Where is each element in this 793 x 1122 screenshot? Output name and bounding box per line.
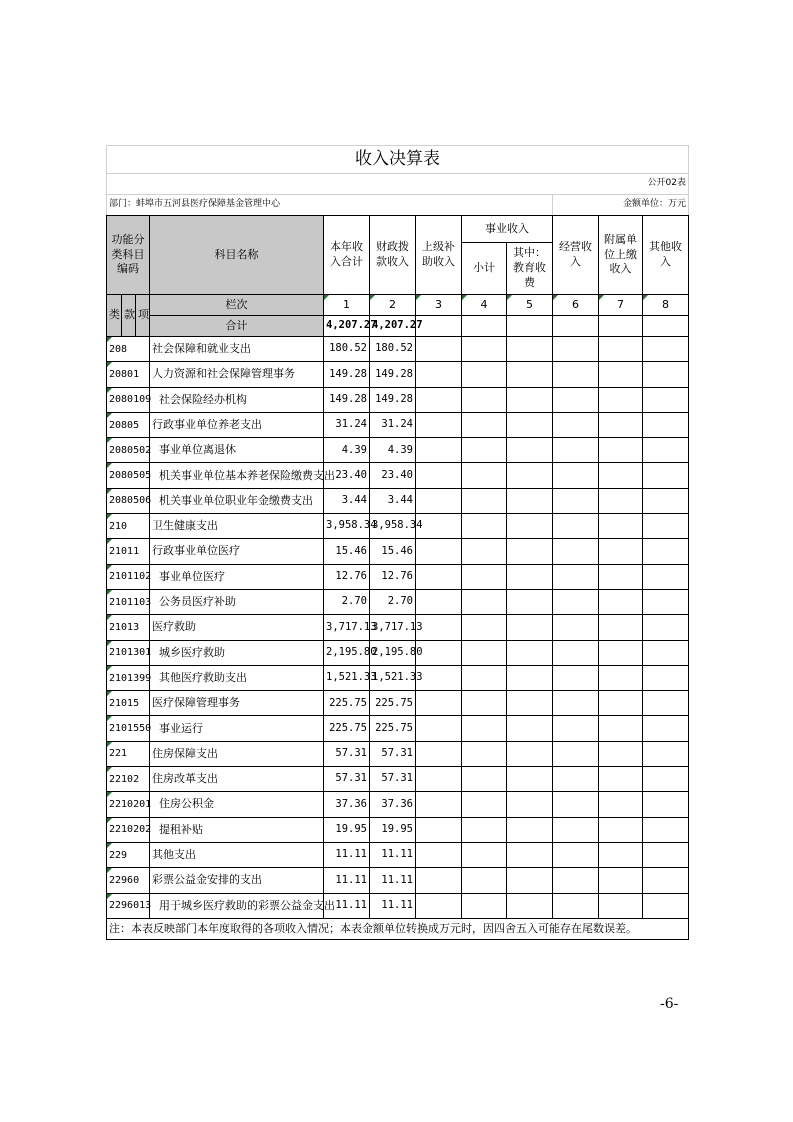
row-empty-cell [553, 539, 599, 564]
row-subject-name: 社会保障和就业支出 [150, 337, 324, 362]
row-empty-cell [599, 463, 643, 488]
row-empty-cell [643, 412, 689, 437]
row-empty-cell [643, 767, 689, 792]
table-row [107, 868, 689, 893]
table-row [107, 539, 689, 564]
row-code: 2296013 [107, 893, 150, 918]
row-empty-cell [599, 564, 643, 589]
row-subject-name: 用于城乡医疗救助的彩票公益金支出 [150, 893, 324, 918]
row-empty-cell [553, 564, 599, 589]
row-code: 20805 [107, 412, 150, 437]
row-empty-cell [643, 438, 689, 463]
header-lanci: 栏次 [150, 295, 324, 316]
row-total-income: 11.11 [324, 893, 370, 918]
row-fiscal: 11.11 [370, 893, 416, 918]
row-empty-cell [553, 362, 599, 387]
row-empty-cell [416, 842, 462, 867]
row-empty-cell [507, 716, 553, 741]
row-fiscal: 180.52 [370, 337, 416, 362]
table-row [107, 514, 689, 539]
row-empty-cell [416, 868, 462, 893]
row-empty-cell [507, 741, 553, 766]
row-empty-cell [462, 817, 507, 842]
row-empty-cell [462, 438, 507, 463]
row-code: 2101550 [107, 716, 150, 741]
row-empty-cell [416, 337, 462, 362]
row-empty-cell [553, 337, 599, 362]
row-code: 2101399 [107, 665, 150, 690]
row-empty-cell [507, 640, 553, 665]
row-code: 210 [107, 514, 150, 539]
row-subject-name: 医疗救助 [150, 615, 324, 640]
header-operating: 经营收入 [553, 216, 599, 295]
header-subtotal: 小计 [462, 243, 507, 295]
row-code: 2101102 [107, 564, 150, 589]
row-subject-name: 行政事业单位医疗 [150, 539, 324, 564]
row-empty-cell [416, 387, 462, 412]
row-empty-cell [599, 589, 643, 614]
row-empty-cell [553, 716, 599, 741]
row-subject-name: 提租补贴 [150, 817, 324, 842]
table-row [107, 817, 689, 842]
table-row [107, 488, 689, 513]
row-total-income: 149.28 [324, 387, 370, 412]
row-total-income: 180.52 [324, 337, 370, 362]
row-empty-cell [643, 792, 689, 817]
row-subject-name: 事业运行 [150, 716, 324, 741]
header-fiscal: 财政拨款收入 [370, 216, 416, 295]
row-subject-name: 医疗保障管理事务 [150, 691, 324, 716]
row-code: 229 [107, 842, 150, 867]
row-empty-cell [643, 817, 689, 842]
row-empty-cell [553, 387, 599, 412]
row-empty-cell [643, 589, 689, 614]
row-empty-cell [599, 387, 643, 412]
row-empty-cell [462, 589, 507, 614]
row-empty-cell [643, 387, 689, 412]
row-code: 2101301 [107, 640, 150, 665]
row-empty-cell [553, 868, 599, 893]
row-empty-cell [553, 438, 599, 463]
row-subject-name: 事业单位离退休 [150, 438, 324, 463]
row-fiscal: 225.75 [370, 691, 416, 716]
row-empty-cell [507, 362, 553, 387]
row-empty-cell [462, 842, 507, 867]
row-empty-cell [507, 337, 553, 362]
row-fiscal: 57.31 [370, 741, 416, 766]
row-empty-cell [462, 412, 507, 437]
total-c2: 4,207.27 [370, 316, 416, 337]
row-empty-cell [416, 691, 462, 716]
row-empty-cell [599, 691, 643, 716]
row-empty-cell [507, 488, 553, 513]
row-fiscal: 23.40 [370, 463, 416, 488]
table-row [107, 387, 689, 412]
header-business-group: 事业收入 [462, 216, 553, 243]
income-statement-sheet [106, 145, 688, 940]
row-empty-cell [507, 868, 553, 893]
header-xiang: 项 [136, 295, 150, 337]
row-empty-cell [599, 665, 643, 690]
form-number: 公开02表 [107, 174, 689, 195]
row-empty-cell [507, 387, 553, 412]
row-fiscal: 3,717.13 [370, 615, 416, 640]
row-empty-cell [553, 412, 599, 437]
col-num: 7 [599, 295, 643, 316]
row-fiscal: 37.36 [370, 792, 416, 817]
row-subject-name: 城乡医疗救助 [150, 640, 324, 665]
row-fiscal: 15.46 [370, 539, 416, 564]
row-subject-name: 住房保障支出 [150, 741, 324, 766]
row-fiscal: 3.44 [370, 488, 416, 513]
table-row [107, 463, 689, 488]
row-subject-name: 卫生健康支出 [150, 514, 324, 539]
row-fiscal: 57.31 [370, 767, 416, 792]
table-row [107, 842, 689, 867]
row-code: 20801 [107, 362, 150, 387]
table-row [107, 767, 689, 792]
table-row [107, 741, 689, 766]
row-empty-cell [643, 337, 689, 362]
row-empty-cell [643, 868, 689, 893]
row-empty-cell [553, 792, 599, 817]
header-total-income: 本年收入合计 [324, 216, 370, 295]
table-row [107, 665, 689, 690]
row-empty-cell [553, 893, 599, 918]
header-func-class: 功能分类科目编码 [107, 216, 150, 295]
row-empty-cell [599, 640, 643, 665]
row-code: 21013 [107, 615, 150, 640]
table-row [107, 893, 689, 918]
row-empty-cell [416, 539, 462, 564]
row-empty-cell [553, 514, 599, 539]
row-code: 2080502 [107, 438, 150, 463]
row-subject-name: 社会保险经办机构 [150, 387, 324, 412]
row-empty-cell [599, 741, 643, 766]
row-subject-name: 机关事业单位职业年金缴费支出 [150, 488, 324, 513]
row-empty-cell [599, 868, 643, 893]
row-fiscal: 19.95 [370, 817, 416, 842]
row-fiscal: 4.39 [370, 438, 416, 463]
table-row [107, 615, 689, 640]
row-empty-cell [462, 691, 507, 716]
row-empty-cell [462, 640, 507, 665]
row-fiscal: 11.11 [370, 842, 416, 867]
table-row [107, 640, 689, 665]
row-empty-cell [416, 488, 462, 513]
row-fiscal: 2.70 [370, 589, 416, 614]
row-total-income: 57.31 [324, 767, 370, 792]
row-empty-cell [462, 868, 507, 893]
row-code: 2080109 [107, 387, 150, 412]
row-total-income: 31.24 [324, 412, 370, 437]
row-total-income: 149.28 [324, 362, 370, 387]
table-title: 收入决算表 [107, 146, 689, 174]
table-row [107, 589, 689, 614]
row-empty-cell [462, 767, 507, 792]
row-fiscal: 11.11 [370, 868, 416, 893]
row-code: 221 [107, 741, 150, 766]
row-total-income: 4.39 [324, 438, 370, 463]
row-subject-name: 事业单位医疗 [150, 564, 324, 589]
row-empty-cell [507, 412, 553, 437]
department-label: 部门：蚌埠市五河县医疗保障基金管理中心 [107, 195, 553, 216]
row-total-income: 23.40 [324, 463, 370, 488]
row-empty-cell [462, 488, 507, 513]
row-empty-cell [507, 463, 553, 488]
table-row [107, 792, 689, 817]
row-fiscal: 1,521.33 [370, 665, 416, 690]
row-empty-cell [553, 589, 599, 614]
row-empty-cell [599, 362, 643, 387]
col-num: 5 [507, 295, 553, 316]
row-empty-cell [643, 564, 689, 589]
row-empty-cell [507, 539, 553, 564]
row-empty-cell [553, 615, 599, 640]
row-total-income: 3,717.13 [324, 615, 370, 640]
row-code: 2101103 [107, 589, 150, 614]
header-total-label: 合计 [150, 316, 324, 337]
row-empty-cell [599, 488, 643, 513]
row-empty-cell [462, 539, 507, 564]
row-empty-cell [643, 539, 689, 564]
row-empty-cell [416, 792, 462, 817]
row-empty-cell [643, 842, 689, 867]
table-note: 注：本表反映部门本年度取得的各项收入情况；本表金额单位转换成万元时，因四舍五入可能存在尾数误差。 [107, 918, 689, 939]
row-empty-cell [416, 438, 462, 463]
row-empty-cell [553, 640, 599, 665]
row-empty-cell [553, 665, 599, 690]
row-total-income: 3,958.34 [324, 514, 370, 539]
row-empty-cell [416, 362, 462, 387]
row-subject-name: 机关事业单位基本养老保险缴费支出 [150, 463, 324, 488]
unit-label: 金额单位：万元 [553, 195, 689, 216]
row-empty-cell [416, 893, 462, 918]
table-row [107, 362, 689, 387]
row-empty-cell [416, 463, 462, 488]
row-total-income: 12.76 [324, 564, 370, 589]
row-empty-cell [643, 463, 689, 488]
row-total-income: 57.31 [324, 741, 370, 766]
row-empty-cell [507, 665, 553, 690]
col-num: 4 [462, 295, 507, 316]
row-total-income: 1,521.33 [324, 665, 370, 690]
table-row [107, 412, 689, 437]
row-empty-cell [462, 665, 507, 690]
row-empty-cell [416, 817, 462, 842]
row-empty-cell [643, 665, 689, 690]
row-empty-cell [507, 514, 553, 539]
row-fiscal: 3,958.34 [370, 514, 416, 539]
row-empty-cell [643, 640, 689, 665]
row-empty-cell [507, 615, 553, 640]
income-table [106, 145, 689, 940]
row-empty-cell [462, 337, 507, 362]
row-subject-name: 人力资源和社会保障管理事务 [150, 362, 324, 387]
row-empty-cell [599, 792, 643, 817]
header-affiliated: 附属单位上缴收入 [599, 216, 643, 295]
row-code: 21015 [107, 691, 150, 716]
row-empty-cell [462, 514, 507, 539]
row-empty-cell [462, 615, 507, 640]
page-number: -6- [660, 996, 679, 1012]
row-empty-cell [462, 387, 507, 412]
row-total-income: 15.46 [324, 539, 370, 564]
header-kuan: 款 [122, 295, 136, 337]
row-empty-cell [643, 716, 689, 741]
row-empty-cell [599, 337, 643, 362]
header-subject-name: 科目名称 [150, 216, 324, 295]
row-empty-cell [416, 412, 462, 437]
row-empty-cell [462, 362, 507, 387]
row-total-income: 11.11 [324, 868, 370, 893]
row-subject-name: 公务员医疗补助 [150, 589, 324, 614]
row-code: 2080506 [107, 488, 150, 513]
row-empty-cell [599, 893, 643, 918]
col-num: 8 [643, 295, 689, 316]
row-empty-cell [553, 488, 599, 513]
row-fiscal: 12.76 [370, 564, 416, 589]
row-empty-cell [553, 741, 599, 766]
row-empty-cell [462, 741, 507, 766]
col-num: 3 [416, 295, 462, 316]
col-num: 2 [370, 295, 416, 316]
row-empty-cell [507, 589, 553, 614]
table-row [107, 337, 689, 362]
row-fiscal: 149.28 [370, 387, 416, 412]
row-empty-cell [599, 716, 643, 741]
header-other: 其他收入 [643, 216, 689, 295]
row-empty-cell [507, 767, 553, 792]
row-subject-name: 其他医疗救助支出 [150, 665, 324, 690]
row-empty-cell [643, 488, 689, 513]
row-total-income: 2.70 [324, 589, 370, 614]
row-empty-cell [416, 767, 462, 792]
row-subject-name: 住房公积金 [150, 792, 324, 817]
row-fiscal: 149.28 [370, 362, 416, 387]
table-row [107, 716, 689, 741]
row-empty-cell [462, 893, 507, 918]
total-c1: 4,207.27 [324, 316, 370, 337]
row-empty-cell [462, 716, 507, 741]
row-empty-cell [507, 893, 553, 918]
row-fiscal: 2,195.80 [370, 640, 416, 665]
row-empty-cell [553, 842, 599, 867]
row-empty-cell [599, 767, 643, 792]
row-empty-cell [507, 817, 553, 842]
row-empty-cell [553, 817, 599, 842]
row-empty-cell [416, 564, 462, 589]
row-total-income: 225.75 [324, 691, 370, 716]
table-row [107, 438, 689, 463]
row-code: 22102 [107, 767, 150, 792]
header-lei: 类 [107, 295, 122, 337]
row-empty-cell [643, 893, 689, 918]
row-empty-cell [507, 438, 553, 463]
row-empty-cell [462, 564, 507, 589]
row-empty-cell [599, 539, 643, 564]
row-code: 2080505 [107, 463, 150, 488]
row-empty-cell [553, 463, 599, 488]
header-edu-fee: 其中：教育收费 [507, 243, 553, 295]
row-empty-cell [507, 691, 553, 716]
row-empty-cell [553, 767, 599, 792]
row-empty-cell [643, 691, 689, 716]
row-empty-cell [643, 362, 689, 387]
row-empty-cell [507, 792, 553, 817]
row-empty-cell [416, 716, 462, 741]
col-num: 1 [324, 295, 370, 316]
row-total-income: 19.95 [324, 817, 370, 842]
row-code: 2210201 [107, 792, 150, 817]
row-empty-cell [599, 514, 643, 539]
row-subject-name: 行政事业单位养老支出 [150, 412, 324, 437]
row-total-income: 37.36 [324, 792, 370, 817]
row-code: 2210202 [107, 817, 150, 842]
row-fiscal: 31.24 [370, 412, 416, 437]
row-subject-name: 住房改革支出 [150, 767, 324, 792]
row-subject-name: 彩票公益金安排的支出 [150, 868, 324, 893]
row-empty-cell [416, 741, 462, 766]
row-empty-cell [416, 589, 462, 614]
row-empty-cell [599, 412, 643, 437]
row-code: 21011 [107, 539, 150, 564]
row-total-income: 225.75 [324, 716, 370, 741]
row-code: 22960 [107, 868, 150, 893]
row-empty-cell [462, 792, 507, 817]
col-num: 6 [553, 295, 599, 316]
row-code: 208 [107, 337, 150, 362]
row-empty-cell [599, 438, 643, 463]
row-total-income: 3.44 [324, 488, 370, 513]
row-subject-name: 其他支出 [150, 842, 324, 867]
table-row [107, 691, 689, 716]
row-empty-cell [643, 514, 689, 539]
row-empty-cell [507, 564, 553, 589]
row-empty-cell [599, 615, 643, 640]
row-empty-cell [599, 817, 643, 842]
row-empty-cell [553, 691, 599, 716]
row-empty-cell [462, 463, 507, 488]
row-empty-cell [599, 842, 643, 867]
row-fiscal: 225.75 [370, 716, 416, 741]
header-superior: 上级补助收入 [416, 216, 462, 295]
row-empty-cell [643, 615, 689, 640]
table-row [107, 564, 689, 589]
row-total-income: 11.11 [324, 842, 370, 867]
row-empty-cell [507, 842, 553, 867]
row-total-income: 2,195.80 [324, 640, 370, 665]
row-empty-cell [643, 741, 689, 766]
